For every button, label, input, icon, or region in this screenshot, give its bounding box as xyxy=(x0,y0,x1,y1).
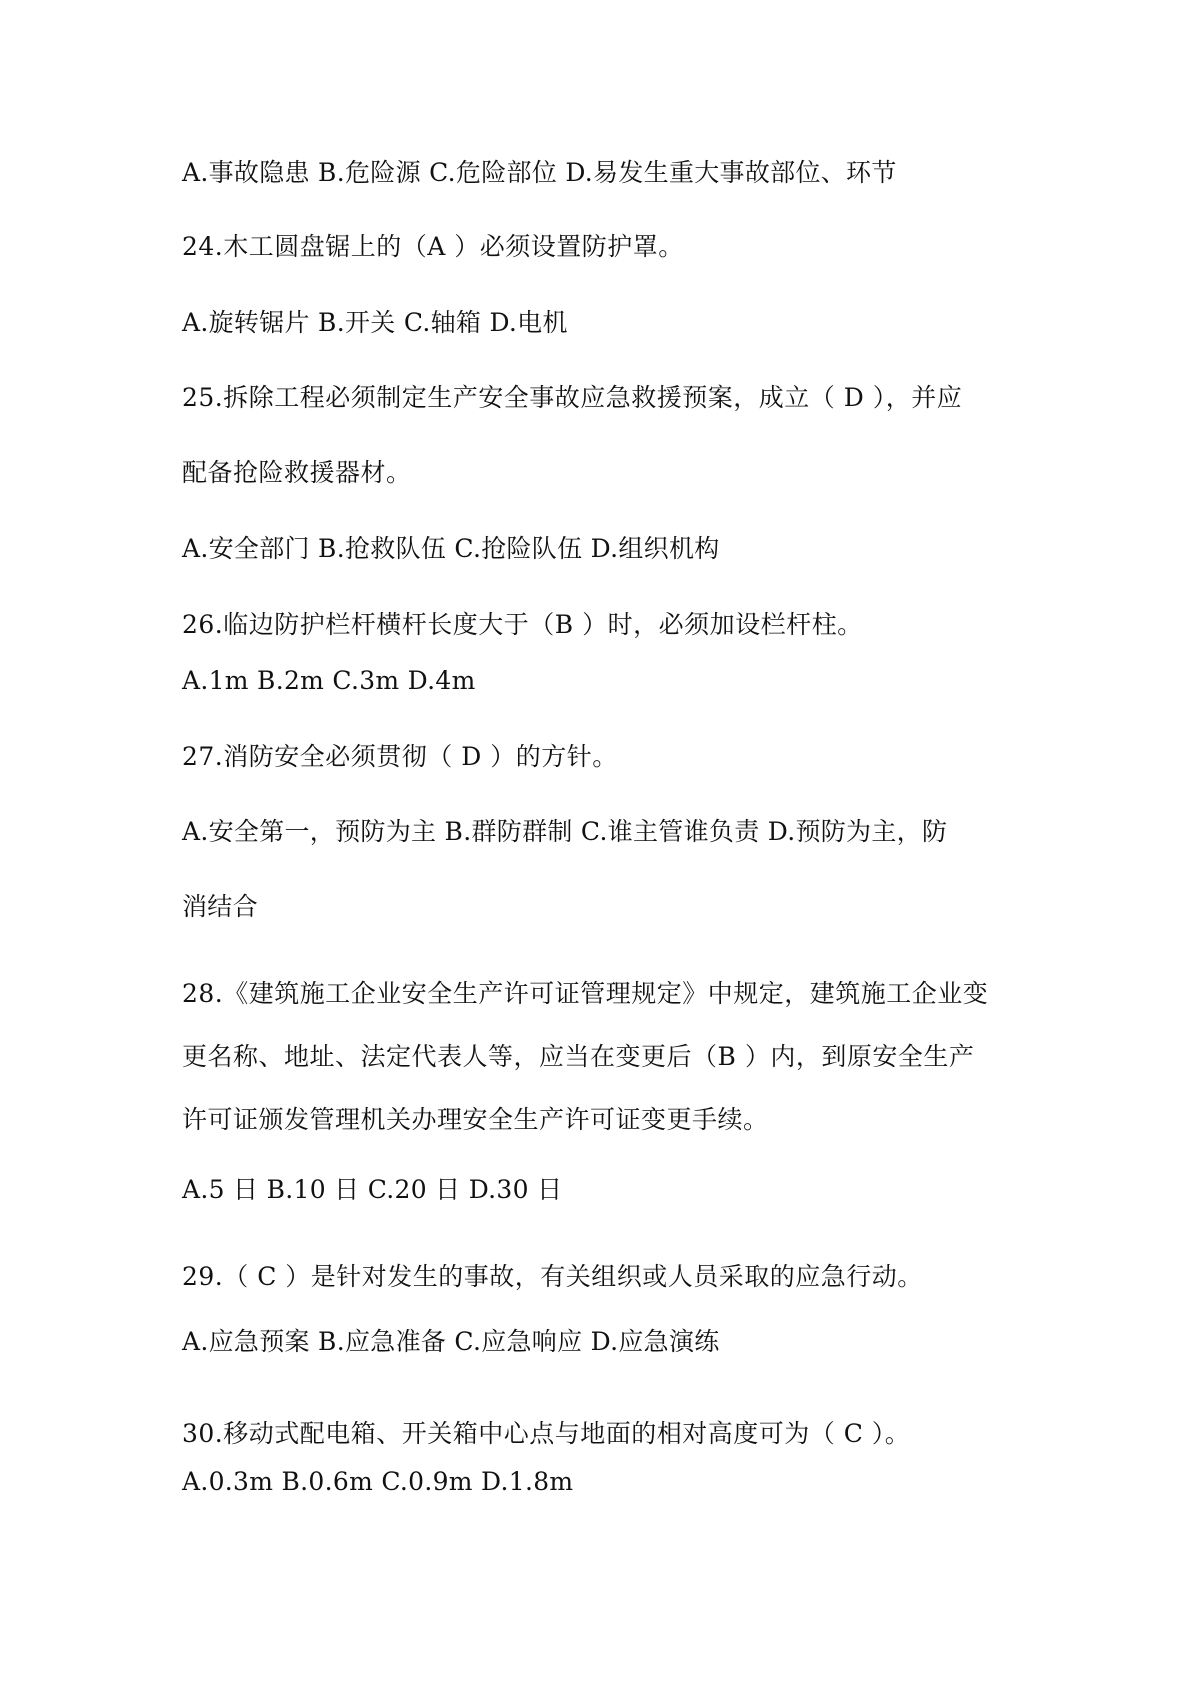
question-24-stem: 24.木工圆盘锯上的（A ）必须设置防护罩。 xyxy=(182,232,684,261)
question-30-stem: 30.移动式配电箱、开关箱中心点与地面的相对高度可为（ C ）。 xyxy=(182,1419,911,1448)
question-23-options: A.事故隐患 B.危险源 C.危险部位 D.易发生重大事故部位、环节 xyxy=(182,158,897,187)
question-25-stem-line-2: 配备抢险救援器材。 xyxy=(182,458,412,487)
question-26-options: A.1m B.2m C.3m D.4m xyxy=(182,666,476,695)
question-26-stem: 26.临边防护栏杆横杆长度大于（B ）时，必须加设栏杆柱。 xyxy=(182,610,863,639)
question-25-options: A.安全部门 B.抢救队伍 C.抢险队伍 D.组织机构 xyxy=(182,534,720,563)
question-28-options: A.5 日 B.10 日 C.20 日 D.30 日 xyxy=(182,1175,563,1204)
question-27-options-line-1: A.安全第一，预防为主 B.群防群制 C.谁主管谁负责 D.预防为主，防 xyxy=(182,817,948,846)
question-27-stem: 27.消防安全必须贯彻（ D ）的方针。 xyxy=(182,742,618,771)
question-28-stem-line-2: 更名称、地址、法定代表人等，应当在变更后（B ）内，到原安全生产 xyxy=(182,1042,975,1071)
question-27-options-line-2: 消结合 xyxy=(182,892,258,921)
question-29-stem: 29.（ C ）是针对发生的事故，有关组织或人员采取的应急行动。 xyxy=(182,1262,923,1291)
question-30-options: A.0.3m B.0.6m C.0.9m D.1.8m xyxy=(182,1467,574,1496)
question-28-stem-line-1: 28.《建筑施工企业安全生产许可证管理规定》中规定，建筑施工企业变 xyxy=(182,979,989,1008)
question-29-options: A.应急预案 B.应急准备 C.应急响应 D.应急演练 xyxy=(182,1327,720,1356)
question-25-stem-line-1: 25.拆除工程必须制定生产安全事故应急救援预案，成立（ D ），并应 xyxy=(182,383,963,412)
question-24-options: A.旋转锯片 B.开关 C.轴箱 D.电机 xyxy=(182,308,568,337)
question-28-stem-line-3: 许可证颁发管理机关办理安全生产许可证变更手续。 xyxy=(182,1105,769,1134)
